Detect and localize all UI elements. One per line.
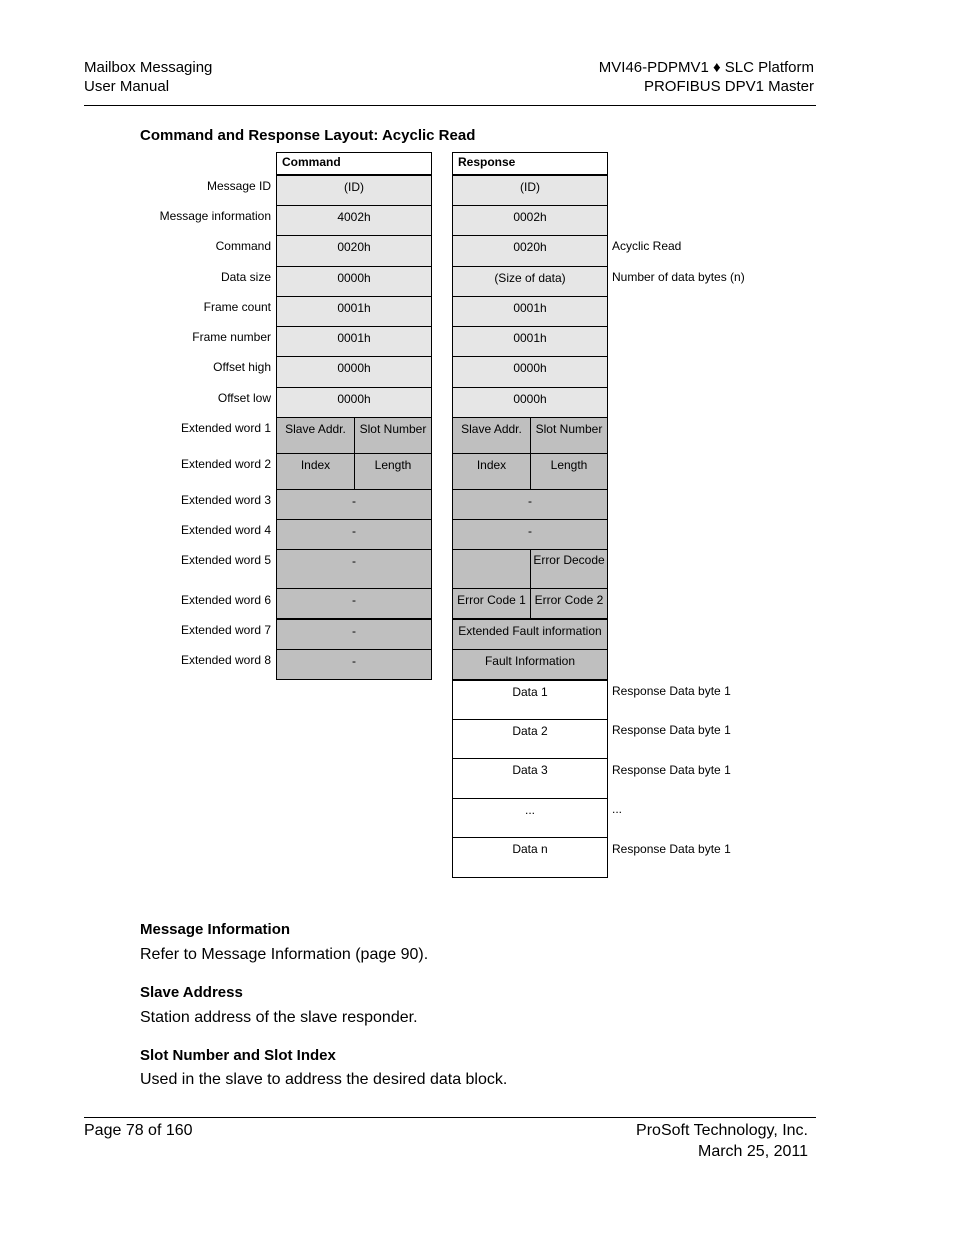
command-ext4: -	[276, 519, 432, 550]
response-ext6-error-code-1: Error Code 1	[452, 588, 531, 619]
row-label-extended-word-4: Extended word 4	[180, 523, 271, 537]
response-offset-low: 0000h	[452, 387, 608, 418]
response-ext8-fault-info: Fault Information	[452, 649, 608, 680]
header-left	[84, 58, 212, 96]
note-acyclic-read: Acyclic Read	[612, 239, 682, 253]
text-message-information: Refer to Message Information (page 90).	[140, 946, 429, 963]
footer-page-number: Page 78 of 160	[84, 1122, 193, 1139]
response-message-id: (ID)	[452, 175, 608, 206]
response-ext1-slot-number: Slot Number	[530, 417, 608, 454]
command-command: 0020h	[276, 235, 432, 267]
command-ext3: -	[276, 489, 432, 520]
note-data-size: Number of data bytes (n)	[612, 270, 745, 284]
command-ext1-slave-addr: Slave Addr.	[276, 417, 355, 454]
header-product: MVI46-PDPMV1 ♦ SLC Platform	[598, 59, 814, 76]
response-command: 0020h	[452, 235, 608, 267]
row-label-data-size: Data size	[220, 270, 271, 284]
response-frame-count: 0001h	[452, 296, 608, 327]
text-slave-address: Station address of the slave responder.	[140, 1009, 418, 1026]
text-slot-number-index: Used in the slave to address the desired data block.	[140, 1071, 508, 1088]
row-label-extended-word-1: Extended word 1	[180, 421, 271, 435]
heading-slave-address: Slave Address	[140, 984, 243, 1001]
command-data-size: 0000h	[276, 266, 432, 297]
response-data-2: Data 2	[452, 719, 608, 759]
command-ext2-length: Length	[354, 453, 432, 490]
heading-slot-number-index: Slot Number and Slot Index	[140, 1047, 336, 1064]
response-ext3: -	[452, 489, 608, 520]
response-data-n: Data n	[452, 837, 608, 878]
row-label-command: Command	[215, 239, 271, 253]
note-data-2: Response Data byte 1	[612, 723, 731, 737]
row-label-message-information: Message information	[159, 209, 271, 223]
footer-date: March 25, 2011	[698, 1143, 808, 1160]
response-data-1: Data 1	[452, 680, 608, 720]
response-ext4: -	[452, 519, 608, 550]
row-label-frame-count: Frame count	[203, 300, 271, 314]
command-column-header: Command	[276, 152, 432, 175]
command-message-information: 4002h	[276, 205, 432, 236]
response-data-size: (Size of data)	[452, 266, 608, 297]
note-data-3: Response Data byte 1	[612, 763, 731, 777]
command-ext6: -	[276, 588, 432, 619]
header-rule	[84, 105, 816, 106]
command-ext7: -	[276, 619, 432, 650]
row-label-extended-word-2: Extended word 2	[180, 457, 271, 471]
response-data-3: Data 3	[452, 758, 608, 799]
row-label-extended-word-8: Extended word 8	[180, 653, 271, 667]
note-data-1: Response Data byte 1	[612, 684, 731, 698]
note-data-n: Response Data byte 1	[612, 842, 731, 856]
response-frame-number: 0001h	[452, 326, 608, 357]
command-frame-number: 0001h	[276, 326, 432, 357]
row-label-message-id: Message ID	[206, 179, 271, 193]
response-message-information: 0002h	[452, 205, 608, 236]
response-ext5-empty	[452, 549, 531, 589]
command-ext5: -	[276, 549, 432, 589]
heading-message-information: Message Information	[140, 921, 291, 938]
response-ext6-error-code-2: Error Code 2	[530, 588, 608, 619]
header-doc-type: User Manual	[84, 78, 170, 95]
command-offset-high: 0000h	[276, 356, 432, 388]
command-ext2-index: Index	[276, 453, 355, 490]
header-right	[599, 58, 814, 96]
row-label-offset-high: Offset high	[213, 360, 271, 374]
response-column-header: Response	[452, 152, 608, 175]
footer-right	[636, 1120, 808, 1162]
row-label-extended-word-3: Extended word 3	[180, 493, 271, 507]
header-doc-section: Mailbox Messaging	[84, 59, 213, 76]
footer-rule	[84, 1117, 816, 1118]
response-ext1-slave-addr: Slave Addr.	[452, 417, 531, 454]
row-label-frame-number: Frame number	[192, 330, 271, 344]
command-ext8: -	[276, 649, 432, 680]
row-label-extended-word-7: Extended word 7	[180, 623, 271, 637]
response-ext7-extended-fault: Extended Fault information	[452, 619, 608, 650]
response-data-ellipsis: ...	[452, 798, 608, 838]
response-ext2-length: Length	[530, 453, 608, 490]
command-offset-low: 0000h	[276, 387, 432, 418]
command-ext1-slot-number: Slot Number	[354, 417, 432, 454]
response-ext5-error-decode: Error Decode	[530, 549, 608, 589]
row-label-offset-low: Offset low	[217, 391, 271, 405]
row-label-extended-word-6: Extended word 6	[180, 593, 271, 607]
row-label-extended-word-5: Extended word 5	[180, 553, 271, 567]
command-message-id: (ID)	[276, 175, 432, 206]
section-title: Command and Response Layout: Acyclic Read	[140, 127, 476, 144]
note-data-ellipsis: ...	[612, 802, 623, 816]
header-protocol: PROFIBUS DPV1 Master	[643, 78, 814, 95]
response-ext2-index: Index	[452, 453, 531, 490]
footer-company: ProSoft Technology, Inc.	[636, 1122, 808, 1139]
response-offset-high: 0000h	[452, 356, 608, 388]
command-frame-count: 0001h	[276, 296, 432, 327]
